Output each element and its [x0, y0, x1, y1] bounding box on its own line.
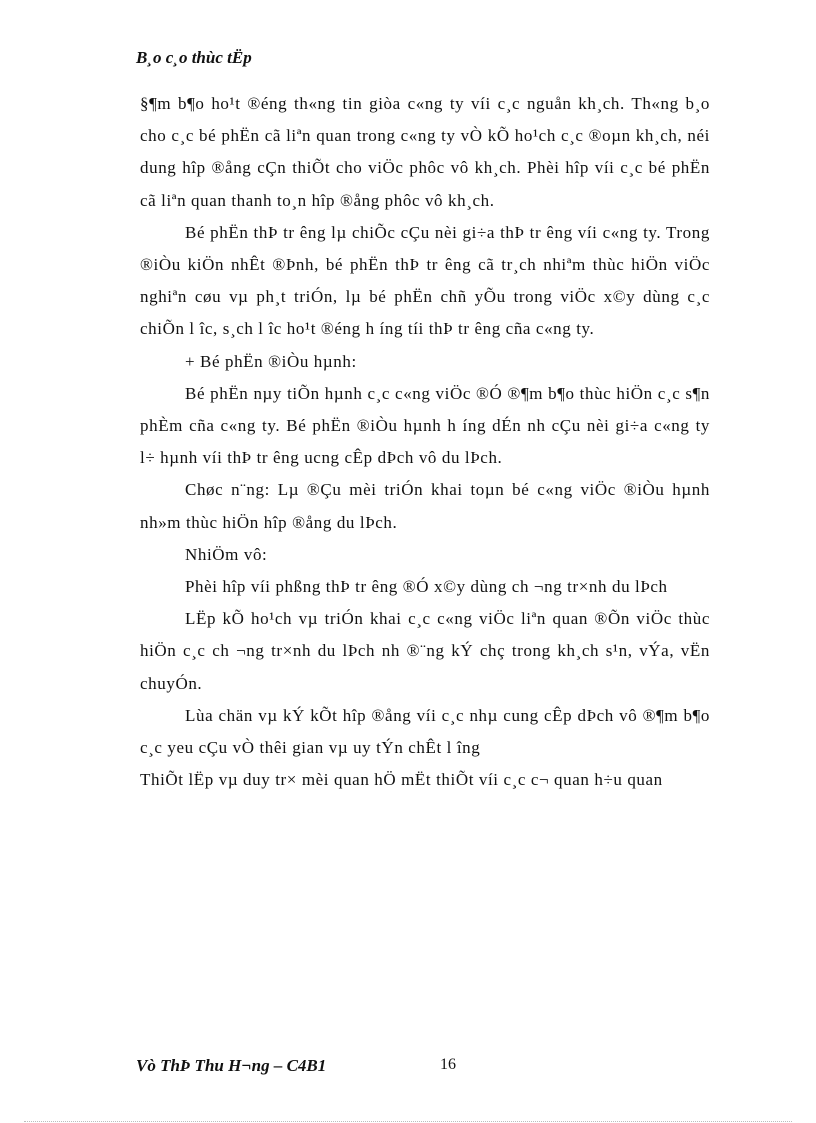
paragraph-4: Bé phËn nµy tiÕn hµnh c¸c c«ng viÖc ®Ó ®¶m b¶o thùc hiÖn c¸c s¶n phÈm cña c«ng ty. Bé phËn ®iÒu hµnh h íng dÉn nh cÇu nèi gi÷a c«ng ty l÷ hµnh víi thÞ tr êng ucng cÊp dÞch vô du lÞch. — [140, 383, 710, 468]
page-bottom-rule — [24, 1121, 792, 1122]
paragraph-5: Chøc n¨ng: Lµ ®Çu mèi triÓn khai toµn bé c«ng viÖc ®iÒu hµnh nh»m thùc hiÖn hîp ®ång du lÞch. — [140, 480, 710, 532]
footer-author: Vò ThÞ Thu H¬ng – C4B1 — [136, 1056, 327, 1075]
paragraph-10: ThiÕt lËp vµ duy tr× mèi quan hÖ mËt thiÕt víi c¸c c¬ quan h÷u quan — [140, 770, 663, 790]
paragraph-9: Lùa chän vµ kÝ kÕt hîp ®ång víi c¸c nhµ cung cÊp dÞch vô ®¶m b¶o c¸c yeu cÇu vÒ thêi gian vµ uy tÝn chÊt l îng — [140, 705, 710, 758]
paragraph-2: Bé phËn thÞ tr êng lµ chiÕc cÇu nèi gi÷a thÞ tr êng víi c«ng ty. Trong ®iÒu kiÖn nhÊt ®Þnh, bé phËn thÞ tr êng cã tr¸ch nhiªm thùc hiÖn viÖc nghiªn cøu vµ ph¸t triÓn, lµ bé phËn chñ yÕu trong viÖc x©y dùng c¸c chiÕn l îc, s¸ch l îc ho¹t ®éng h íng tíi thÞ tr êng cña c«ng ty. — [140, 222, 710, 339]
paragraph-6-heading: NhiÖm vô: — [185, 544, 268, 564]
running-header-title: B¸o c¸o thùc tËp — [136, 48, 252, 67]
page-number: 16 — [440, 1056, 456, 1073]
paragraph-3-heading: + Bé phËn ®iÒu hµnh: — [185, 351, 357, 371]
paragraph-7: Phèi hîp víi phßng thÞ tr êng ®Ó x©y dùng ch ¬ng tr×nh du lÞch — [185, 577, 668, 597]
paragraph-8: LËp kÕ ho¹ch vµ triÓn khai c¸c c«ng viÖc liªn quan ®Õn viÖc thùc hiÖn c¸c ch ¬ng tr×nh du lÞch nh ®¨ng kÝ chç trong kh¸ch s¹n, vÝa, vËn chuyÓn. — [140, 609, 710, 693]
document-body — [140, 88, 710, 796]
paragraph-1: §¶m b¶o ho¹t ®éng th«ng tin giòa c«ng ty víi c¸c nguån kh¸ch. Th«ng b¸o cho c¸c bé phËn cã liªn quan trong c«ng ty vÒ kÕ ho¹ch c¸c ®oµn kh¸ch, néi dung hîp ®ång cÇn thiÕt cho viÖc phôc vô kh¸ch. Phèi hîp víi c¸c bé phËn cã liªn quan thanh to¸n hîp ®ång phôc vô kh¸ch. — [140, 94, 710, 210]
